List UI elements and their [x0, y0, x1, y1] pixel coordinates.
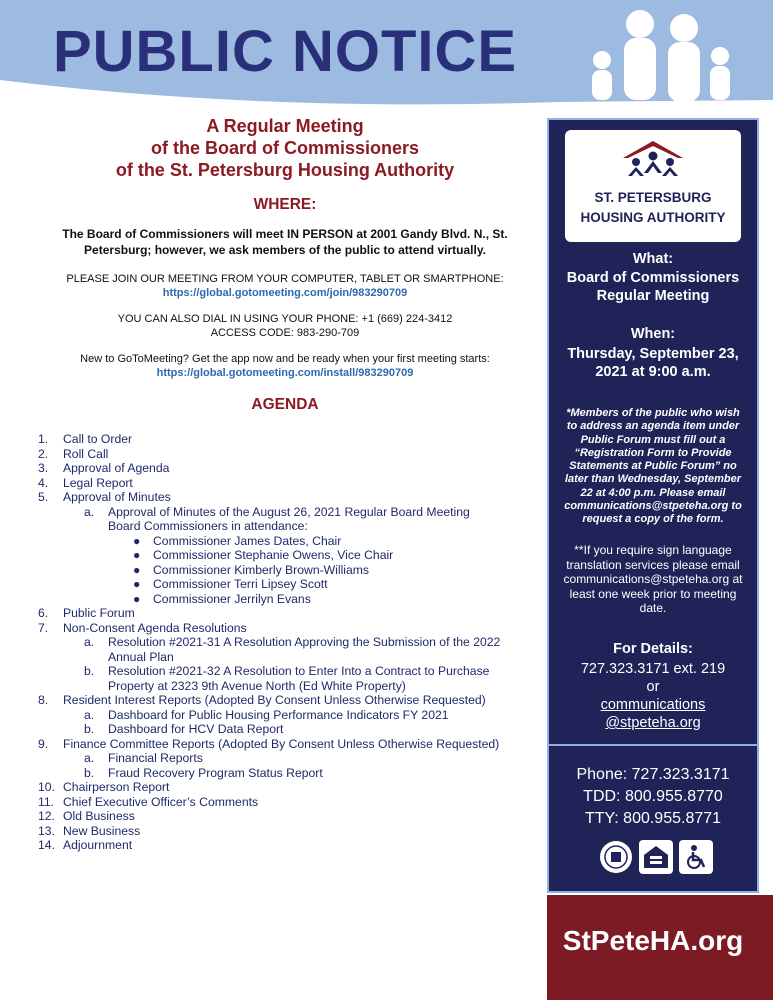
- family-silhouette-icon: [580, 0, 740, 118]
- hud-seal-icon: [599, 840, 633, 874]
- footer-band: [547, 895, 773, 1000]
- agenda-subitem: a. Dashboard for Public Housing Performance Indicators FY 2021: [84, 707, 449, 722]
- commissioner-item: ● Commissioner Jerrilyn Evans: [133, 591, 311, 606]
- public-forum-note: *Members of the public who wish to address an agenda item under Public Forum must fill out a “Registration Form to Provide Statements at Public Forum” no later than Wednesday, September 22 at 4:00 p.m. Please email communications@stpeteha.org to request a copy of the form.: [564, 407, 742, 526]
- logo-text-line: ST. PETERSBURG: [594, 190, 712, 205]
- join-link[interactable]: https://global.gotomeeting.com/join/983290709: [162, 287, 408, 299]
- website-link[interactable]: StPeteHA.org: [562, 925, 744, 956]
- agenda-subitem: a. Approval of Minutes of the August 26, 2021 Regular Board Meeting: [84, 504, 470, 519]
- agenda-item: 8. Resident Interest Reports (Adopted By Consent Unless Otherwise Requested): [38, 693, 486, 707]
- house-logo-icon: [618, 138, 688, 182]
- tdd-number: TDD: 800.955.8770: [583, 788, 723, 805]
- details-heading: For Details:: [613, 641, 693, 657]
- access-code: ACCESS CODE: 983-290-709: [210, 327, 360, 339]
- agenda-subitem: a. Resolution #2021-31 A Resolution Approving the Submission of the 2022: [84, 635, 501, 649]
- agenda-list: [38, 432, 538, 853]
- sidebar-panel: [547, 118, 759, 893]
- sign-language-note: **If you require sign language translation services please email communications@stpeteha.org at least one week prior to meeting date.: [563, 543, 743, 615]
- agenda-item: 5. Approval of Minutes: [38, 490, 171, 504]
- main-content: [30, 110, 540, 414]
- agenda-item: 1. Call to Order: [38, 432, 133, 446]
- join-text: PLEASE JOIN OUR MEETING FROM YOUR COMPUTER, TABLET OR SMARTPHONE:: [66, 273, 504, 285]
- commissioner-item: ● Commissioner James Dates, Chair: [133, 533, 342, 548]
- agenda-item: 13. New Business: [38, 823, 141, 838]
- agenda-subitem: b. Dashboard for HCV Data Report: [84, 722, 284, 736]
- agenda-subitem-continued: Annual Plan: [108, 649, 174, 664]
- agenda-subitem-continued: Property at 2323 9th Avenue North (Ed White Property): [108, 678, 406, 693]
- panel-divider: [549, 744, 757, 746]
- meeting-title-line: of the Board of Commissioners: [150, 138, 420, 158]
- meeting-title-line: of the St. Petersburg Housing Authority: [115, 160, 455, 180]
- where-text: The Board of Commissioners will meet IN PERSON at 2001 Gandy Blvd. N., St. Petersburg; however, we ask members of the public to attend virtually.: [62, 227, 508, 257]
- commissioner-item: ● Commissioner Kimberly Brown-Williams: [133, 562, 370, 577]
- agenda-subitem-continued: Board Commissioners in attendance:: [108, 519, 308, 533]
- dial-text: YOU CAN ALSO DIAL IN USING YOUR PHONE: +1 (669) 224-3412: [117, 313, 453, 325]
- agenda-item: 4. Legal Report: [38, 475, 133, 490]
- agenda-item: 12. Old Business: [38, 809, 135, 823]
- accessibility-icon: [679, 840, 713, 874]
- where-heading: WHERE:: [253, 196, 317, 213]
- what-line: Regular Meeting: [596, 288, 710, 304]
- new-to-gotomeeting-text: New to GoToMeeting? Get the app now and be ready when your first meeting starts:: [80, 353, 490, 365]
- agenda-item: 6. Public Forum: [38, 606, 135, 620]
- agenda-item: 10. Chairperson Report: [38, 780, 170, 794]
- when-line: Thursday, September 23,: [567, 346, 739, 362]
- what-line: Board of Commissioners: [566, 270, 740, 286]
- equal-housing-icon: [639, 840, 673, 874]
- agenda-subitem: a. Financial Reports: [84, 751, 203, 765]
- install-link[interactable]: https://global.gotomeeting.com/install/983290709: [156, 367, 414, 379]
- agenda-heading: AGENDA: [251, 396, 319, 413]
- when-line: 2021 at 9:00 a.m.: [595, 364, 711, 380]
- meeting-title-line: A Regular Meeting: [206, 116, 364, 136]
- agenda-item: 14. Adjournment: [38, 838, 133, 852]
- agenda-item: 3. Approval of Agenda: [38, 461, 170, 475]
- agenda-item: 7. Non-Consent Agenda Resolutions: [38, 620, 247, 635]
- agenda-item: 11. Chief Executive Officer’s Comments: [38, 794, 259, 809]
- agenda-subitem: b. Fraud Recovery Program Status Report: [84, 765, 323, 780]
- details-or: or: [646, 679, 660, 695]
- agenda-item: 9. Finance Committee Reports (Adopted By Consent Unless Otherwise Requested): [38, 736, 500, 751]
- phone-number: Phone: 727.323.3171: [576, 766, 730, 783]
- spha-logo: [565, 130, 741, 242]
- when-heading: When:: [630, 326, 676, 342]
- agenda-subitem: b. Resolution #2021-32 A Resolution to Enter Into a Contract to Purchase: [84, 664, 490, 678]
- details-email-link[interactable]: @stpeteha.org: [605, 715, 701, 731]
- details-email-link[interactable]: communications: [600, 697, 706, 713]
- page-title: PUBLIC NOTICE: [52, 19, 518, 84]
- logo-text-line: HOUSING AUTHORITY: [580, 210, 726, 225]
- commissioner-item: ● Commissioner Terri Lipsey Scott: [133, 577, 328, 591]
- commissioner-item: ● Commissioner Stephanie Owens, Vice Chair: [133, 548, 394, 562]
- details-phone: 727.323.3171 ext. 219: [580, 661, 726, 677]
- tty-number: TTY: 800.955.8771: [584, 810, 722, 827]
- what-heading: What:: [632, 251, 674, 267]
- meeting-title: [30, 115, 540, 181]
- agenda-item: 2. Roll Call: [38, 446, 109, 461]
